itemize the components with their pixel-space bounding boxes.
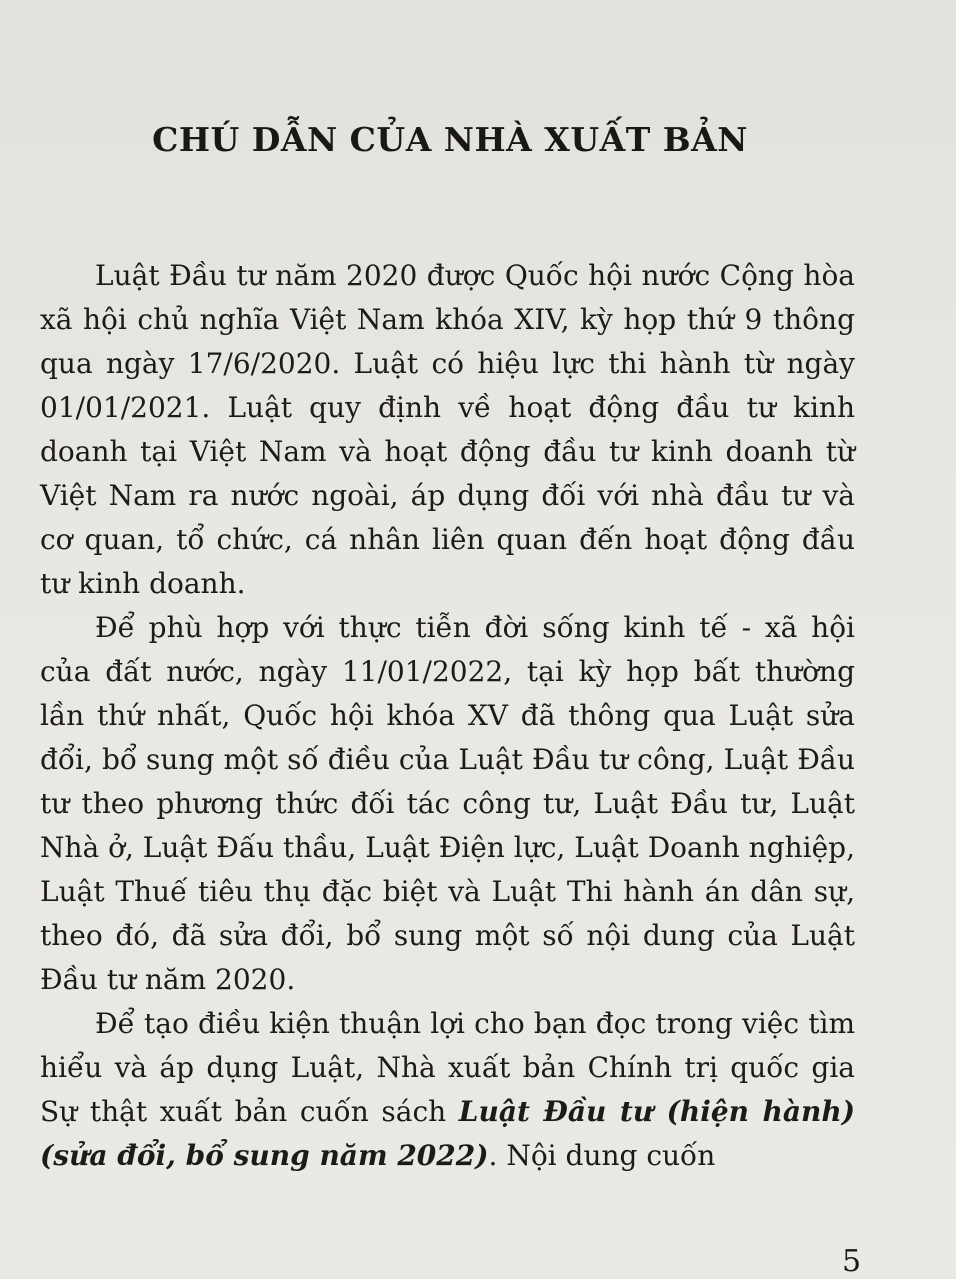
paragraph-2: Để phù hợp với thực tiễn đời sống kinh tế - xã hội của đất nước, ngày 11/01/2022, tại kỳ họp bất thường lần thứ nhất, Quốc hội khóa XV đã thông qua Luật sửa đổi, bổ sung một số điều của Luật Đầu tư công, Luật Đầu tư theo phương thức đối tác công tư, Luật Đầu tư, Luật Nhà ở, Luật Đấu thầu, Luật Điện lực, Luật Doanh nghiệp, Luật Thuế tiêu thụ đặc biệt và Luật Thi hành án dân sự, theo đó, đã sửa đổi, bổ sung một số nội dung của Luật Đầu tư năm 2020.	[40, 611, 856, 996]
body-text	[40, 254, 855, 1178]
paragraph-3-start: Để tạo điều kiện thuận lợi cho bạn đọc trong việc tìm hiểu và áp dụng Luật, Nhà xuất bản Chính trị quốc gia Sự thật xuất bản cuốn sách	[40, 1007, 855, 1128]
page-number: 5	[842, 1244, 862, 1279]
paragraph-3-end: . Nội dung cuốn	[488, 1139, 716, 1172]
paragraph-3	[40, 1002, 855, 1178]
paragraph-1: Luật Đầu tư năm 2020 được Quốc hội nước Cộng hòa xã hội chủ nghĩa Việt Nam khóa XIV, kỳ họp thứ 9 thông qua ngày 17/6/2020. Luật có hiệu lực thi hành từ ngày 01/01/2021. Luật quy định về hoạt động đầu tư kinh doanh tại Việt Nam và hoạt động đầu tư kinh doanh từ Việt Nam ra nước ngoài, áp dụng đối với nhà đầu tư và cơ quan, tổ chức, cá nhân liên quan đến hoạt động đầu tư kinh doanh.	[40, 259, 855, 600]
page-title: CHÚ DẪN CỦA NHÀ XUẤT BẢN	[152, 120, 748, 159]
book-title: Luật Đầu tư (hiện hành) (sửa đổi, bổ sung năm 2022)	[40, 1095, 855, 1172]
